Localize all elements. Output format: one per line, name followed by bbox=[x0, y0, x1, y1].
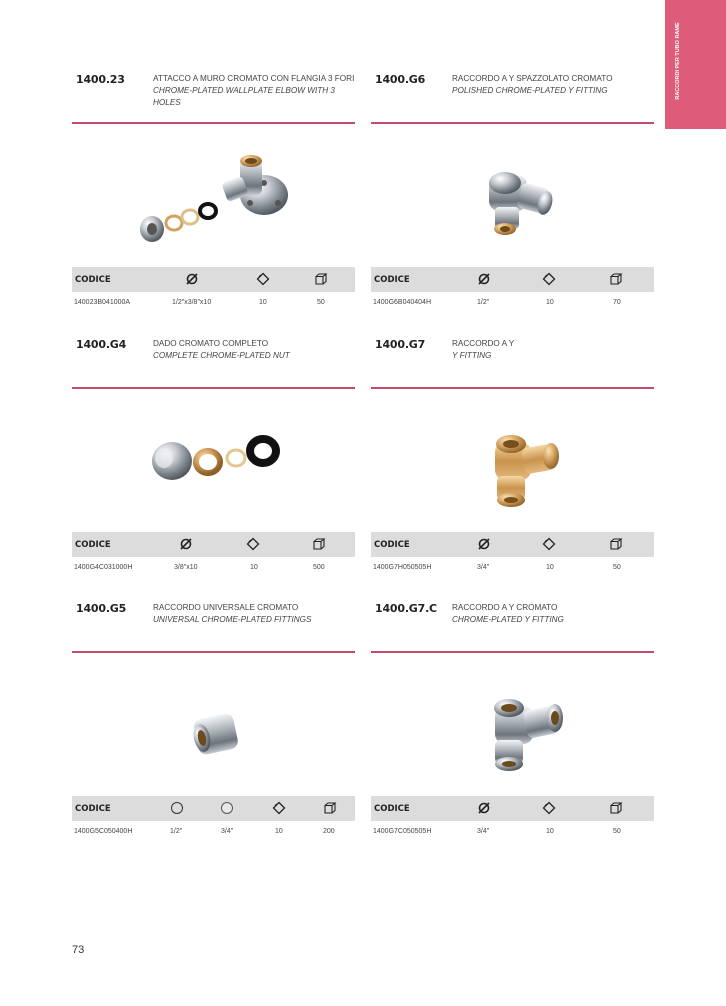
product-code: 1400.G4 bbox=[76, 338, 127, 351]
codice-header: CODICE bbox=[75, 275, 111, 285]
diameter-icon bbox=[477, 272, 491, 286]
codice-header: CODICE bbox=[75, 804, 111, 814]
diameter-value: 3/8"x10 bbox=[174, 564, 198, 571]
table-row bbox=[72, 295, 355, 311]
description-english: CHROME-PLATED Y FITTING bbox=[452, 615, 564, 624]
diameter-value: 1/2" bbox=[170, 828, 183, 835]
description-english: POLISHED CHROME-PLATED Y FITTING bbox=[452, 86, 608, 95]
table-header bbox=[371, 796, 654, 821]
page-number: 73 bbox=[72, 944, 85, 956]
pack-value: 10 bbox=[546, 828, 554, 835]
table-header bbox=[72, 532, 355, 557]
divider bbox=[371, 122, 654, 124]
wrench-icon bbox=[272, 801, 286, 815]
box-icon bbox=[314, 272, 328, 286]
wrench-icon bbox=[542, 801, 556, 815]
wrench-icon bbox=[256, 272, 270, 286]
diameter-icon bbox=[185, 272, 199, 286]
product-photo bbox=[431, 660, 601, 786]
table-header bbox=[371, 532, 654, 557]
codice-value: 1400G4C031000H bbox=[74, 564, 133, 571]
description-english: Y FITTING bbox=[452, 351, 492, 360]
codice-value: 1400G7H050505H bbox=[373, 564, 432, 571]
box-icon bbox=[609, 801, 623, 815]
description-italian: DADO CROMATO COMPLETO bbox=[153, 339, 269, 348]
table-row bbox=[371, 295, 654, 311]
product-photo bbox=[132, 131, 302, 257]
circle-icon bbox=[170, 801, 184, 815]
table-row bbox=[371, 560, 654, 576]
description-english: COMPLETE CHROME-PLATED NUT bbox=[153, 351, 290, 360]
box-value: 500 bbox=[313, 564, 325, 571]
pack-value: 10 bbox=[546, 564, 554, 571]
product-description bbox=[153, 602, 357, 626]
table-header bbox=[72, 267, 355, 292]
product-description bbox=[452, 73, 656, 97]
product-card bbox=[72, 602, 355, 842]
product-code: 1400.G5 bbox=[76, 602, 127, 615]
codice-value: 1400G5C050400H bbox=[74, 828, 133, 835]
table-row bbox=[72, 824, 355, 840]
diameter-value: 1/2" bbox=[477, 299, 490, 306]
box-value: 50 bbox=[613, 564, 621, 571]
codice-header: CODICE bbox=[75, 540, 111, 550]
product-card bbox=[371, 73, 654, 313]
product-card bbox=[371, 602, 654, 842]
box-value: 200 bbox=[323, 828, 335, 835]
description-italian: ATTACCO A MURO CROMATO CON FLANGIA 3 FORI bbox=[153, 74, 355, 83]
description-italian: RACCORDO UNIVERSALE CROMATO bbox=[153, 603, 299, 612]
divider bbox=[72, 387, 355, 389]
divider bbox=[371, 387, 654, 389]
diameter-value-2: 3/4" bbox=[221, 828, 234, 835]
table-row bbox=[371, 824, 654, 840]
product-description bbox=[452, 338, 656, 362]
description-italian: RACCORDO A Y bbox=[452, 339, 515, 348]
box-icon bbox=[609, 272, 623, 286]
circle-icon bbox=[220, 801, 234, 815]
product-description bbox=[452, 602, 656, 626]
codice-value: 1400G6B040404H bbox=[373, 299, 431, 306]
product-photo bbox=[431, 396, 601, 522]
table-row bbox=[72, 560, 355, 576]
description-english: UNIVERSAL CHROME-PLATED FITTINGS bbox=[153, 615, 312, 624]
product-description bbox=[153, 338, 357, 362]
description-italian: RACCORDO A Y SPAZZOLATO CROMATO bbox=[452, 74, 613, 83]
product-photo bbox=[132, 396, 302, 522]
wrench-icon bbox=[542, 537, 556, 551]
diameter-icon bbox=[477, 537, 491, 551]
diameter-value: 3/4" bbox=[477, 564, 490, 571]
diameter-value: 1/2"x3/8"x10 bbox=[172, 299, 212, 306]
product-card bbox=[72, 338, 355, 578]
codice-header: CODICE bbox=[374, 804, 410, 814]
box-value: 50 bbox=[613, 828, 621, 835]
product-code: 1400.23 bbox=[76, 73, 125, 86]
diameter-value: 3/4" bbox=[477, 828, 490, 835]
box-icon bbox=[609, 537, 623, 551]
product-photo bbox=[132, 660, 302, 786]
product-card bbox=[72, 73, 355, 313]
divider bbox=[72, 122, 355, 124]
product-code: 1400.G7 bbox=[375, 338, 426, 351]
product-photo bbox=[431, 131, 601, 257]
pack-value: 10 bbox=[250, 564, 258, 571]
wrench-icon bbox=[542, 272, 556, 286]
product-card bbox=[371, 338, 654, 578]
table-header bbox=[72, 796, 355, 821]
diameter-icon bbox=[477, 801, 491, 815]
description-italian: RACCORDO A Y CROMATO bbox=[452, 603, 558, 612]
divider bbox=[371, 651, 654, 653]
box-icon bbox=[323, 801, 337, 815]
codice-value: 1400G7C050505H bbox=[373, 828, 432, 835]
product-code: 1400.G6 bbox=[375, 73, 426, 86]
divider bbox=[72, 651, 355, 653]
wrench-icon bbox=[246, 537, 260, 551]
product-code: 1400.G7.C bbox=[375, 602, 437, 615]
diameter-icon bbox=[179, 537, 193, 551]
pack-value: 10 bbox=[275, 828, 283, 835]
pack-value: 10 bbox=[259, 299, 267, 306]
description-english: CHROME-PLATED WALLPLATE ELBOW WITH 3 HOLES bbox=[153, 86, 335, 107]
codice-header: CODICE bbox=[374, 540, 410, 550]
product-description bbox=[153, 73, 357, 109]
table-header bbox=[371, 267, 654, 292]
box-value: 50 bbox=[317, 299, 325, 306]
section-tab bbox=[665, 0, 726, 129]
section-tab-label: RACCORDI PER TUBO RAME bbox=[675, 22, 681, 100]
box-value: 70 bbox=[613, 299, 621, 306]
box-icon bbox=[312, 537, 326, 551]
pack-value: 10 bbox=[546, 299, 554, 306]
codice-header: CODICE bbox=[374, 275, 410, 285]
codice-value: 140023B041000A bbox=[74, 299, 131, 306]
